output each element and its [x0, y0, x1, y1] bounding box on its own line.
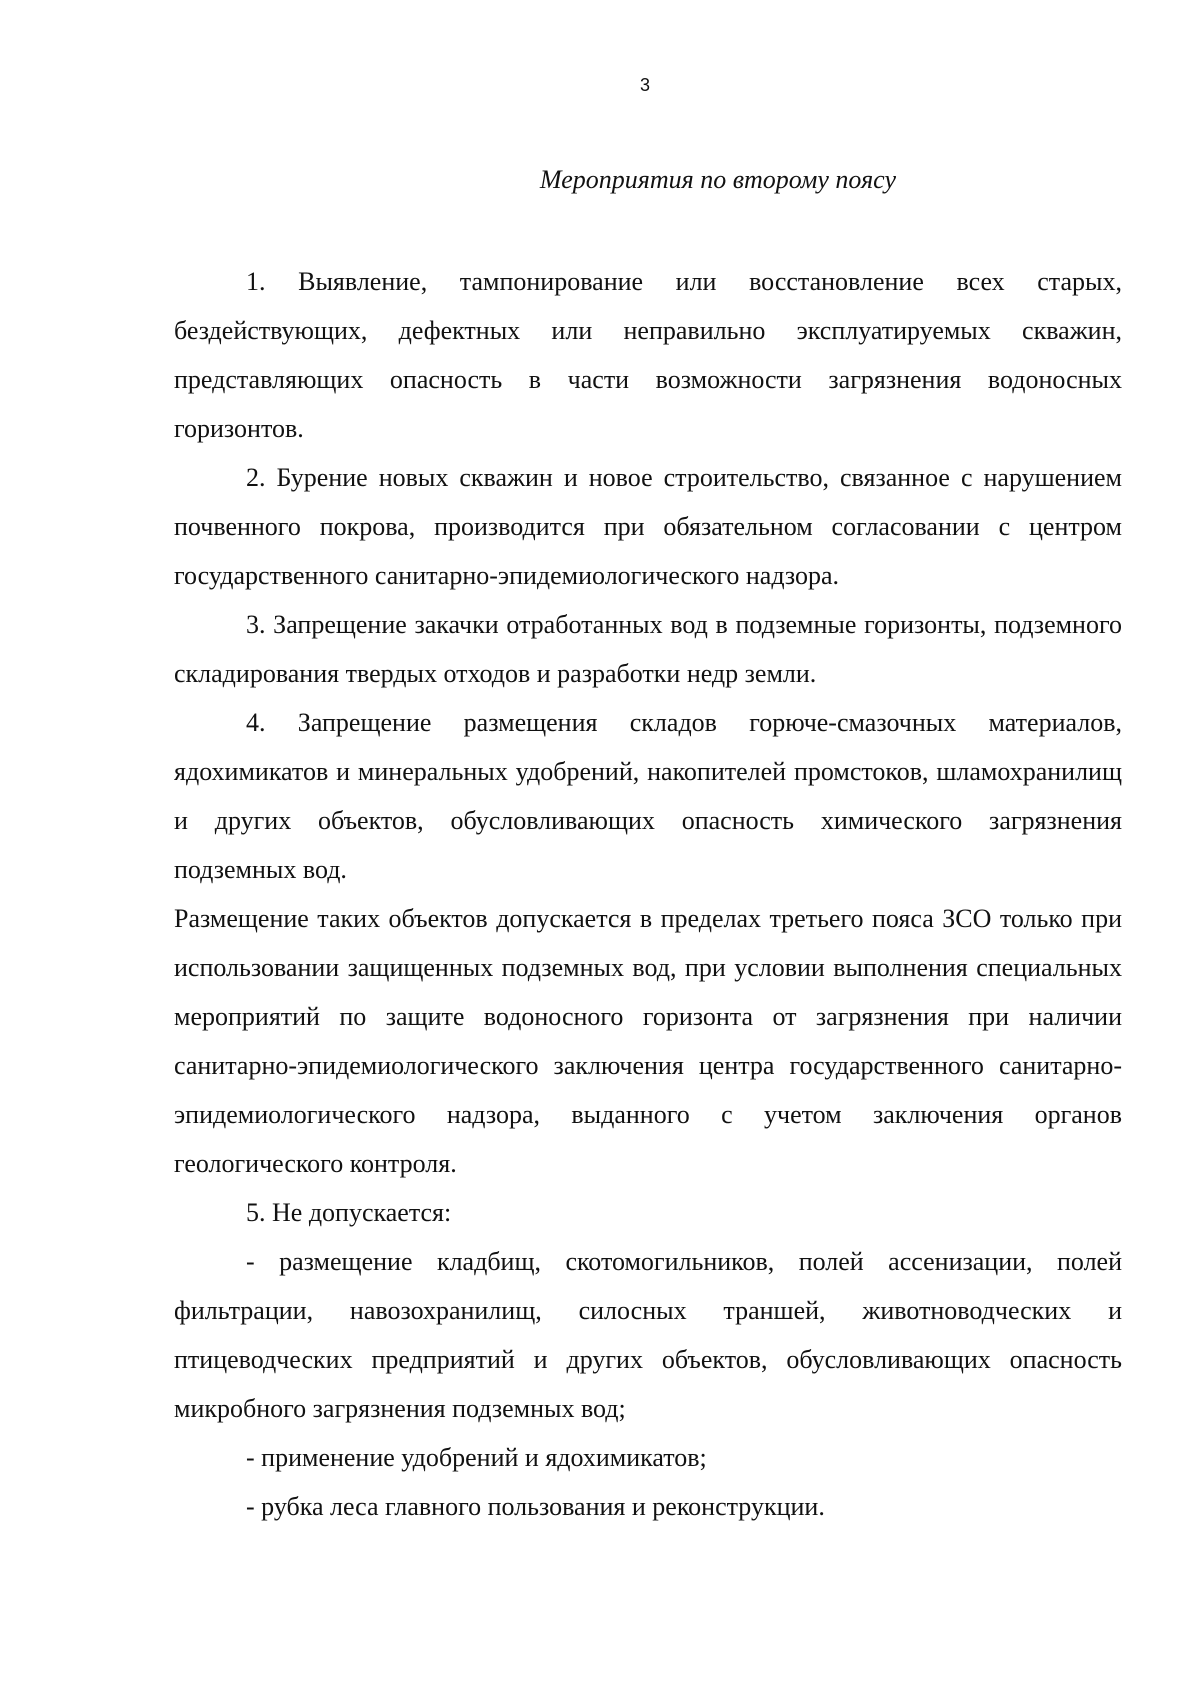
- prohibition-item-3: - рубка леса главного пользования и реконструкции.: [246, 1492, 825, 1521]
- page-number: 3: [639, 75, 650, 95]
- prohibition-item-2: - применение удобрений и ядохимикатов;: [246, 1443, 707, 1472]
- paragraph-item-3: 3. Запрещение закачки отработанных вод в подземные горизонты, подземного складирования твердых отходов и разработки недр земли.: [174, 610, 1122, 688]
- paragraph-item-5: 5. Не допускается:: [246, 1198, 452, 1227]
- document-body: [174, 257, 1122, 1531]
- section-heading: Мероприятия по второму поясу: [539, 165, 897, 194]
- prohibition-item-1: - размещение кладбищ, скотомогильников, полей ассенизации, полей фильтрации, навозохранилищ, силосных траншей, животноводческих и птицеводческих предприятий и других объектов, обусловливающих опасность микробного загрязнения подземных вод;: [174, 1247, 1122, 1423]
- paragraph-item-4: 4. Запрещение размещения складов горюче-смазочных материалов, ядохимикатов и минеральных удобрений, накопителей промстоков, шламохранилищ и других объектов, обусловливающих опасность химического загрязнения подземных вод.: [174, 708, 1122, 884]
- paragraph-placement-conditions: Размещение таких объектов допускается в пределах третьего пояса ЗСО только при использовании защищенных подземных вод, при условии выполнения специальных мероприятий по защите водоносного горизонта от загрязнения при наличии санитарно-эпидемиологического заключения центра государственного санитарно-эпидемиологического надзора, выданного с учетом заключения органов геологического контроля.: [174, 904, 1122, 1178]
- paragraph-item-2: 2. Бурение новых скважин и новое строительство, связанное с нарушением почвенного покрова, производится при обязательном согласовании с центром государственного санитарно-эпидемиологического надзора.: [174, 463, 1122, 590]
- paragraph-item-1: 1. Выявление, тампонирование или восстановление всех старых, бездействующих, дефектных или неправильно эксплуатируемых скважин, представляющих опасность в части возможности загрязнения водоносных горизонтов.: [174, 267, 1122, 443]
